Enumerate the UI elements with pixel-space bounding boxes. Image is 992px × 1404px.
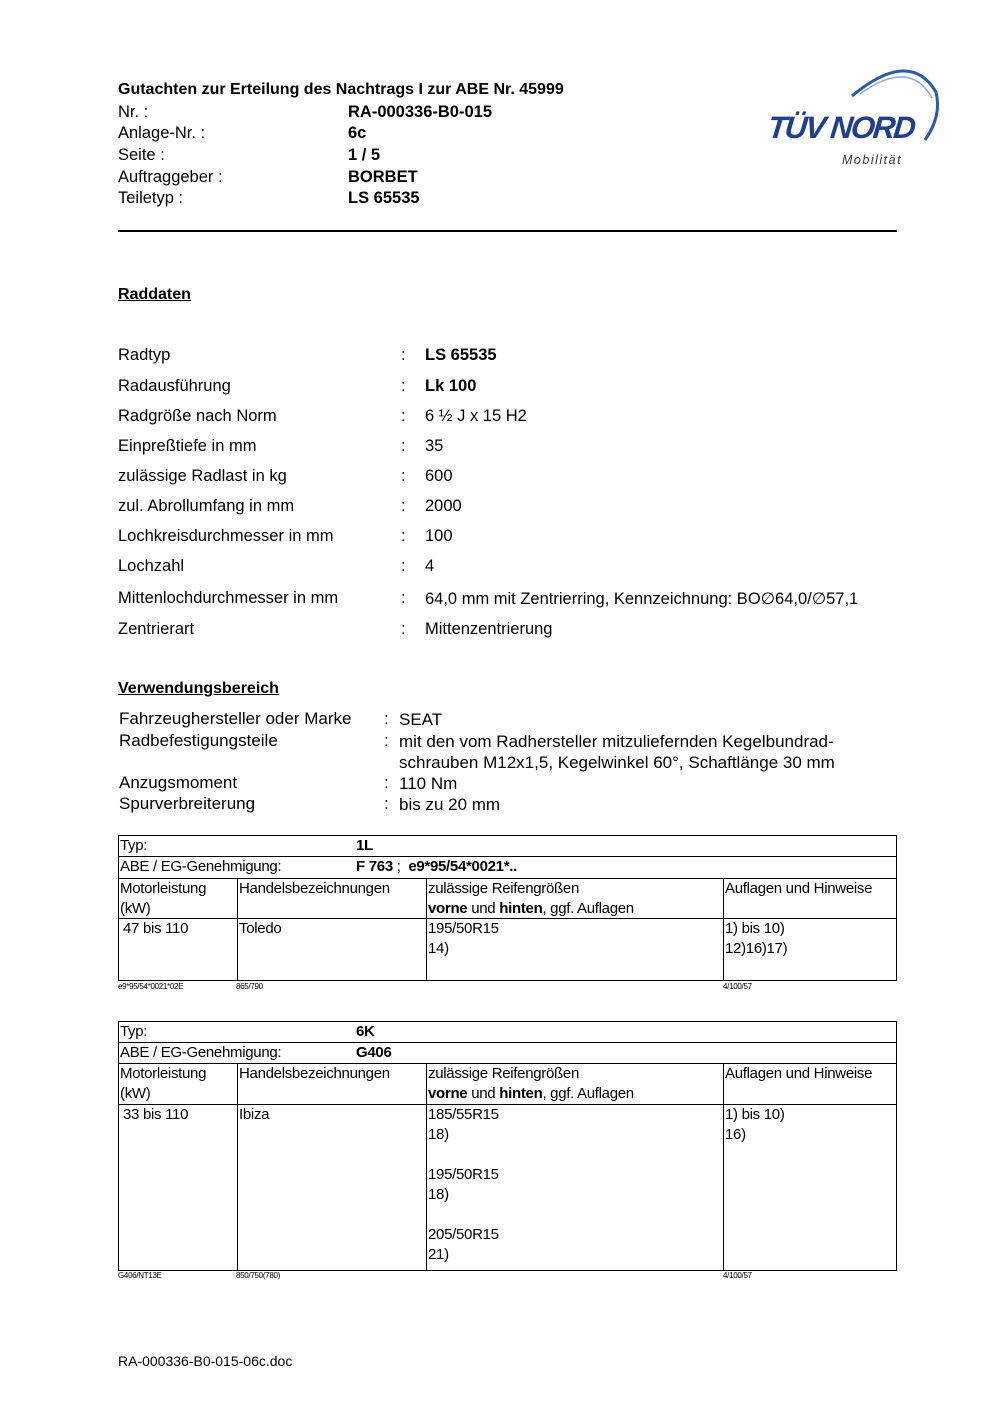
auflagen-line: 16) bbox=[725, 1126, 746, 1143]
raddaten-colon: : bbox=[401, 467, 406, 485]
verwendung-value: bis zu 20 mm bbox=[399, 795, 501, 814]
raddaten-label: Lochkreisdurchmesser in mm bbox=[118, 527, 334, 545]
col-header-auflagen: Auflagen und Hinweise bbox=[723, 1064, 896, 1104]
reifen-und: und bbox=[467, 1085, 500, 1102]
reifen-auflagen: , ggf. Auflagen bbox=[542, 1085, 634, 1102]
raddaten-value: 64,0 mm mit Zentrierring, Kennzeichnung: BO∅64,0/∅57,1 bbox=[425, 590, 859, 608]
verwendung-label: Anzugsmoment bbox=[119, 773, 238, 792]
tire-note: 21) bbox=[428, 1246, 449, 1263]
abe-value bbox=[355, 857, 517, 878]
header-divider bbox=[118, 230, 897, 232]
raddaten-label: Lochzahl bbox=[118, 557, 185, 575]
header-label-nr: Nr. : bbox=[118, 103, 149, 121]
raddaten-label: zulässige Radlast in kg bbox=[118, 467, 287, 485]
header-label-teiletyp: Teiletyp : bbox=[118, 189, 184, 207]
table-header-row bbox=[119, 1064, 896, 1105]
raddaten-label: Mittenlochdurchmesser in mm bbox=[118, 589, 339, 607]
col-header-reifen bbox=[426, 879, 723, 918]
auflagen-line: 12)16)17) bbox=[725, 940, 788, 957]
reifen-hinten: hinten bbox=[499, 900, 543, 917]
raddaten-value: Lk 100 bbox=[425, 377, 477, 395]
header-value-auftraggeber: BORBET bbox=[348, 168, 418, 186]
table-row bbox=[119, 1105, 896, 1270]
cell-motor: 33 bis 110 bbox=[123, 1106, 189, 1123]
auflagen-line: 1) bis 10) bbox=[725, 1106, 785, 1123]
raddaten-value: 6 ½ J x 15 H2 bbox=[425, 407, 527, 425]
tire-note: 18) bbox=[428, 1186, 449, 1203]
raddaten-colon: : bbox=[401, 527, 406, 545]
col-header-motor-line1: Motorleistung bbox=[120, 880, 207, 897]
col-header-handel: Handelsbezeichnungen bbox=[237, 1064, 426, 1104]
verwendung-value: SEAT bbox=[399, 710, 443, 729]
table2-foot-bolt: 4/100/57 bbox=[723, 1271, 752, 1280]
col-header-reifen-line1: zulässige Reifengrößen bbox=[428, 1065, 579, 1082]
table1-foot-bolt: 4/100/57 bbox=[723, 982, 752, 991]
header-value-anlage: 6c bbox=[348, 124, 367, 142]
table1-foot-approval: e9*95/54*0021*02E bbox=[118, 982, 184, 991]
tire-size: 195/50R15 bbox=[428, 920, 499, 937]
col-header-motor-line2: (kW) bbox=[120, 900, 151, 917]
col-header-reifen bbox=[426, 1064, 723, 1104]
section-title-raddaten: Raddaten bbox=[118, 286, 191, 303]
table-header-row bbox=[119, 879, 896, 919]
abe-value: G406 bbox=[356, 1044, 392, 1061]
verwendung-value: 110 Nm bbox=[399, 774, 458, 793]
abe-value-b: e9*95/54*0021*.. bbox=[408, 858, 517, 875]
raddaten-label: Radtyp bbox=[118, 346, 171, 364]
verwendung-label: Fahrzeughersteller oder Marke bbox=[119, 709, 352, 728]
logo-subtitle: Mobilität bbox=[842, 153, 903, 167]
tire-size: 205/50R15 bbox=[428, 1226, 499, 1243]
verwendung-label: Spurverbreiterung bbox=[119, 794, 256, 813]
verwendung-value-continued: schrauben M12x1,5, Kegelwinkel 60°, Schaftlänge 30 mm bbox=[399, 753, 835, 772]
raddaten-colon: : bbox=[401, 377, 406, 395]
col-header-reifen-line1: zulässige Reifengrößen bbox=[428, 880, 579, 897]
raddaten-colon: : bbox=[401, 407, 406, 425]
tire-size: 195/50R15 bbox=[428, 1166, 499, 1183]
table-row-typ bbox=[119, 1022, 896, 1043]
header-label-seite: Seite : bbox=[118, 146, 165, 164]
abe-separator: ; bbox=[392, 858, 409, 875]
table-row-abe bbox=[119, 857, 896, 879]
col-header-motor-line1: Motorleistung bbox=[120, 1065, 207, 1082]
section-title-verwendungsbereich: Verwendungsbereich bbox=[118, 680, 279, 697]
raddaten-label: Zentrierart bbox=[118, 620, 195, 638]
tuev-nord-logo bbox=[760, 58, 940, 173]
raddaten-colon: : bbox=[401, 497, 406, 515]
cell-motor: 47 bis 110 bbox=[123, 920, 189, 937]
raddaten-value: 35 bbox=[425, 437, 444, 455]
table-row bbox=[119, 919, 896, 980]
raddaten-label: Einpreßtiefe in mm bbox=[118, 437, 257, 455]
abe-label: ABE / EG-Genehmigung: bbox=[120, 1044, 282, 1061]
table-row-typ bbox=[119, 836, 896, 857]
header-value-teiletyp: LS 65535 bbox=[348, 189, 420, 207]
document-filename: RA-000336-B0-015-06c.doc bbox=[118, 1353, 293, 1369]
raddaten-label: Radgröße nach Norm bbox=[118, 407, 277, 425]
abe-value-a: F 763 bbox=[356, 858, 393, 875]
col-header-reifen-line2 bbox=[428, 899, 723, 919]
reifen-hinten: hinten bbox=[499, 1085, 543, 1102]
col-header-motor-line2: (kW) bbox=[120, 1085, 151, 1102]
verwendung-label: Radbefestigungsteile bbox=[119, 731, 278, 750]
raddaten-colon: : bbox=[401, 557, 406, 575]
raddaten-colon: : bbox=[401, 589, 406, 607]
logo-wordmark: TÜV NORD bbox=[766, 110, 916, 145]
reifen-und: und bbox=[467, 900, 500, 917]
raddaten-value: 100 bbox=[425, 527, 453, 545]
cell-auflagen bbox=[723, 1105, 896, 1270]
table2-foot-sizes: 850/750(780) bbox=[236, 1271, 280, 1280]
table2-foot-approval: G406/NT13E bbox=[118, 1271, 162, 1280]
raddaten-value: 4 bbox=[425, 557, 435, 575]
verwendung-colon: : bbox=[384, 709, 389, 728]
typ-value: 1L bbox=[356, 837, 373, 854]
col-header-reifen-line2 bbox=[428, 1084, 723, 1104]
cell-handel: Toledo bbox=[237, 919, 426, 980]
cell-reifen bbox=[426, 919, 723, 980]
verwendung-colon: : bbox=[384, 773, 389, 792]
table-row-abe bbox=[119, 1043, 896, 1064]
auflagen-line: 1) bis 10) bbox=[725, 920, 785, 937]
raddaten-value: LS 65535 bbox=[425, 346, 497, 364]
tire-note: 18) bbox=[428, 1126, 449, 1143]
header-value-nr: RA-000336-B0-015 bbox=[348, 103, 492, 121]
reifen-vorne: vorne bbox=[428, 900, 468, 917]
verwendung-colon: : bbox=[384, 794, 389, 813]
verwendung-value: mit den vom Radhersteller mitzuliefernden Kegelbundrad- bbox=[399, 732, 834, 751]
document-title: Gutachten zur Erteilung des Nachtrags I zur ABE Nr. 45999 bbox=[118, 81, 564, 98]
typ-value: 6K bbox=[356, 1023, 375, 1040]
reifen-vorne: vorne bbox=[428, 1085, 468, 1102]
cell-reifen bbox=[426, 1105, 723, 1270]
table1-foot-sizes: 865/790 bbox=[236, 982, 263, 991]
col-header-handel: Handelsbezeichnungen bbox=[237, 879, 426, 918]
abe-label: ABE / EG-Genehmigung: bbox=[120, 858, 282, 875]
verwendung-colon: : bbox=[384, 731, 389, 750]
raddaten-label: Radausführung bbox=[118, 377, 231, 395]
vehicle-table-1 bbox=[118, 835, 897, 981]
header-value-seite: 1 / 5 bbox=[348, 146, 381, 164]
cell-handel: Ibiza bbox=[237, 1105, 426, 1270]
raddaten-value: 600 bbox=[425, 467, 453, 485]
header-label-auftraggeber: Auftraggeber : bbox=[118, 168, 223, 186]
raddaten-colon: : bbox=[401, 620, 406, 638]
raddaten-value: 2000 bbox=[425, 497, 462, 515]
cell-auflagen bbox=[723, 919, 896, 980]
typ-label: Typ: bbox=[120, 1023, 148, 1040]
col-header-motor bbox=[119, 1064, 237, 1104]
raddaten-colon: : bbox=[401, 437, 406, 455]
col-header-motor bbox=[119, 879, 237, 918]
raddaten-colon: : bbox=[401, 346, 406, 364]
vehicle-table-2 bbox=[118, 1021, 897, 1271]
typ-label: Typ: bbox=[120, 837, 148, 854]
tire-size: 185/55R15 bbox=[428, 1106, 499, 1123]
reifen-auflagen: , ggf. Auflagen bbox=[542, 900, 634, 917]
header-label-anlage: Anlage-Nr. : bbox=[118, 124, 206, 142]
col-header-auflagen: Auflagen und Hinweise bbox=[723, 879, 896, 918]
tire-note: 14) bbox=[428, 940, 449, 957]
raddaten-value: Mittenzentrierung bbox=[425, 620, 553, 638]
raddaten-label: zul. Abrollumfang in mm bbox=[118, 497, 295, 515]
